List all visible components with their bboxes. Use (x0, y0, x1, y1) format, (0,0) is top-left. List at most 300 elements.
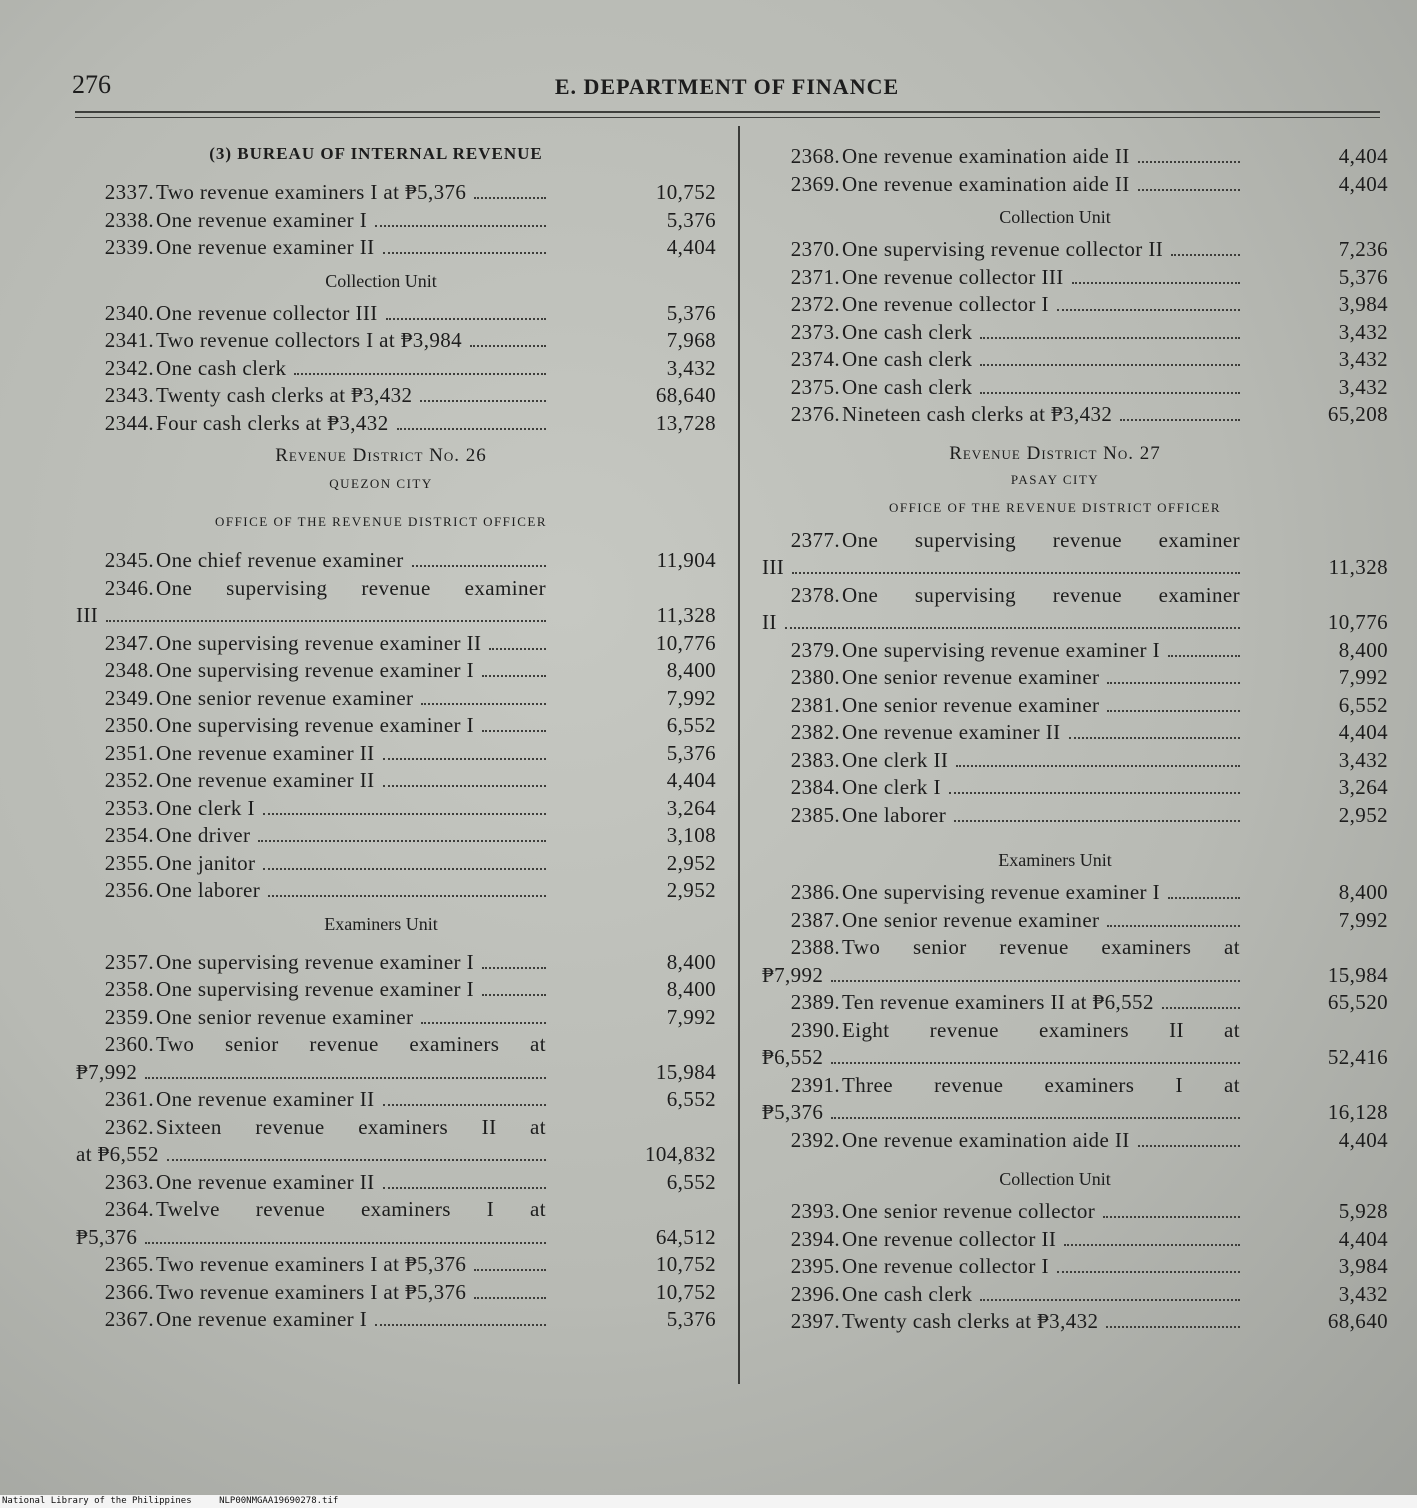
item-number: 2363. (104, 1169, 154, 1194)
budget-item (76, 207, 716, 235)
item-amount: 4,404 (1338, 1127, 1388, 1152)
item-description: One supervising revenue collector II (842, 237, 1164, 261)
dot-leader (420, 400, 546, 402)
item-amount: 3,108 (666, 823, 716, 847)
dot-leader (1069, 737, 1240, 739)
item-description: Three revenue examiners I at (842, 1072, 1240, 1097)
item-number: 2365. (104, 1252, 154, 1276)
budget-item (762, 774, 1388, 802)
item-description: One supervising revenue examiner I (156, 658, 474, 682)
item-amount: 2,952 (1338, 802, 1388, 827)
item-number: 2397. (790, 1309, 840, 1333)
district-city: PASAY CITY (1010, 471, 1100, 487)
dot-leader (949, 792, 1240, 794)
item-amount: 104,832 (644, 1142, 716, 1166)
budget-item (76, 179, 716, 207)
item-description-continued: ₱5,376 (76, 1224, 138, 1249)
dot-leader (1107, 925, 1240, 927)
item-number: 2346. (104, 575, 154, 600)
item-description: One senior revenue examiner (842, 692, 1100, 717)
budget-item (76, 949, 716, 977)
item-number: 2378. (790, 582, 840, 607)
budget-item (762, 934, 1388, 989)
item-description: One senior revenue collector (842, 1199, 1096, 1223)
budget-item (762, 1017, 1388, 1072)
dot-leader (954, 820, 1240, 822)
item-number: 2376. (790, 402, 840, 426)
item-number: 2385. (790, 802, 840, 827)
district-city: QUEZON CITY (329, 476, 433, 491)
item-amount: 3,984 (1338, 1254, 1388, 1278)
item-description-continued: ₱6,552 (762, 1045, 824, 1069)
item-number: 2375. (790, 374, 840, 399)
item-number: 2343. (104, 383, 154, 407)
budget-item (762, 171, 1388, 199)
item-number: 2356. (104, 878, 154, 902)
budget-item (762, 346, 1388, 374)
column-divider (738, 126, 740, 1384)
budget-item (76, 547, 716, 575)
item-amount: 4,404 (1338, 1226, 1388, 1251)
item-amount: 5,376 (666, 300, 716, 325)
dot-leader (1120, 419, 1240, 421)
item-amount: 3,432 (1338, 374, 1388, 399)
item-description: One clerk I (842, 775, 941, 799)
item-amount: 3,432 (1338, 347, 1388, 371)
item-amount: 8,400 (666, 658, 716, 682)
item-description-continued: at ₱6,552 (76, 1142, 159, 1166)
item-number: 2355. (104, 850, 154, 875)
item-description-continued: ₱5,376 (762, 1100, 824, 1124)
budget-item (76, 234, 716, 262)
item-number: 2360. (104, 1032, 154, 1056)
item-amount: 16,128 (1327, 1100, 1388, 1124)
item-number: 2373. (790, 319, 840, 344)
item-number: 2350. (104, 713, 154, 737)
item-amount: 10,752 (655, 1279, 716, 1304)
item-description: Twenty cash clerks at ₱3,432 (842, 1309, 1099, 1333)
item-number: 2389. (790, 990, 840, 1014)
entry-list (762, 1198, 1388, 1336)
item-amount: 8,400 (666, 949, 716, 974)
header-rule (75, 111, 1380, 113)
dot-leader (1072, 282, 1240, 284)
dot-leader (1103, 1216, 1240, 1218)
item-description: One revenue collector I (842, 292, 1049, 316)
item-number: 2358. (104, 977, 154, 1001)
district-heading: Revenue District No. 27 (949, 442, 1161, 464)
budget-item (76, 822, 716, 850)
scan-filename: NLP00NMGAA19690278.tif (219, 1496, 339, 1506)
item-number: 2379. (790, 637, 840, 662)
item-description: One revenue collector II (842, 1226, 1057, 1251)
dot-leader (980, 337, 1240, 339)
dot-leader (383, 1104, 546, 1106)
budget-item (762, 527, 1388, 582)
item-amount: 8,400 (1338, 637, 1388, 662)
district-office: OFFICE OF THE REVENUE DISTRICT OFFICER (888, 499, 1222, 515)
dot-leader (482, 730, 546, 732)
scan-footer (0, 1495, 1417, 1508)
item-amount: 7,992 (666, 685, 716, 710)
dot-leader (375, 1324, 546, 1326)
dot-leader (263, 813, 546, 815)
item-number: 2369. (790, 171, 840, 196)
entry-list (76, 949, 716, 1334)
item-description: One revenue examiner II (156, 1169, 375, 1194)
item-amount: 52,416 (1327, 1045, 1388, 1069)
budget-item (762, 907, 1388, 935)
item-amount: 5,928 (1338, 1199, 1388, 1223)
budget-item (762, 582, 1388, 637)
page-header (72, 70, 1382, 110)
dot-leader (980, 1299, 1240, 1301)
item-description: Two revenue examiners I at ₱5,376 (156, 180, 467, 204)
item-number: 2372. (790, 292, 840, 316)
item-description: One clerk I (156, 795, 255, 820)
item-number: 2371. (790, 264, 840, 289)
dot-leader (785, 627, 1240, 629)
item-amount: 3,432 (1338, 1281, 1388, 1306)
item-number: 2353. (104, 795, 154, 820)
budget-item (76, 976, 716, 1004)
item-description: Two revenue examiners I at ₱5,376 (156, 1252, 467, 1276)
budget-item (762, 989, 1388, 1017)
item-number: 2393. (790, 1199, 840, 1223)
item-number: 2342. (104, 355, 154, 380)
collection-unit-heading: Collection Unit (999, 1169, 1111, 1189)
budget-item (762, 1198, 1388, 1226)
item-description: One cash clerk (842, 347, 973, 371)
item-description: One supervising revenue examiner I (842, 880, 1160, 904)
item-description: Two revenue collectors I at ₱3,984 (156, 328, 463, 352)
budget-item (76, 877, 716, 905)
item-number: 2345. (104, 548, 154, 572)
dot-leader (294, 373, 546, 375)
district-heading: Revenue District No. 26 (275, 445, 487, 466)
item-amount: 2,952 (666, 850, 716, 875)
budget-item (762, 879, 1388, 907)
item-description: Nineteen cash clerks at ₱3,432 (842, 402, 1113, 426)
dot-leader (980, 364, 1240, 366)
budget-item (76, 1086, 716, 1114)
page-number: 276 (72, 70, 111, 99)
item-description: One revenue examiner I (156, 1307, 368, 1331)
budget-item (762, 374, 1388, 402)
item-number: 2392. (790, 1127, 840, 1152)
item-description: Ten revenue examiners II at ₱6,552 (842, 990, 1154, 1014)
item-number: 2362. (104, 1114, 154, 1139)
item-number: 2348. (104, 658, 154, 682)
item-number: 2394. (790, 1226, 840, 1251)
budget-item (76, 740, 716, 768)
item-number: 2337. (104, 180, 154, 204)
entry-list (76, 547, 716, 905)
collection-unit-heading: Collection Unit (999, 207, 1111, 227)
item-description: One senior revenue examiner (156, 685, 414, 710)
item-amount: 15,984 (655, 1059, 716, 1084)
dot-leader (1057, 1271, 1240, 1273)
item-amount: 4,404 (1338, 144, 1388, 168)
item-description: One revenue examiner II (156, 235, 375, 259)
dot-leader (1168, 897, 1240, 899)
budget-item (76, 300, 716, 328)
item-description: One revenue collector I (842, 1254, 1049, 1278)
item-number: 2382. (790, 720, 840, 744)
item-description: One supervising revenue examiner (156, 575, 546, 600)
budget-item (76, 575, 716, 630)
budget-item (76, 1306, 716, 1334)
dot-leader (1106, 1326, 1240, 1328)
budget-item (762, 1226, 1388, 1254)
item-description-continued: III (76, 603, 99, 627)
item-number: 2396. (790, 1281, 840, 1306)
header-rule-thin (75, 117, 1380, 118)
dot-leader (145, 1077, 546, 1079)
entry-list (76, 179, 716, 262)
budget-item (762, 143, 1388, 171)
dot-leader (1171, 254, 1240, 256)
item-amount: 68,640 (1327, 1309, 1388, 1333)
item-amount: 5,376 (666, 1307, 716, 1331)
budget-item (76, 1251, 716, 1279)
budget-item (76, 850, 716, 878)
budget-item (76, 1279, 716, 1307)
budget-item (762, 1308, 1388, 1336)
item-description: One supervising revenue examiner I (156, 977, 474, 1001)
library-credit: National Library of the Philippines (2, 1496, 192, 1506)
item-description: One cash clerk (842, 319, 973, 344)
dot-leader (482, 675, 546, 677)
budget-item (762, 692, 1388, 720)
dot-leader (383, 785, 546, 787)
dot-leader (258, 840, 546, 842)
item-description: One senior revenue examiner (842, 907, 1100, 932)
section-title: (3) BUREAU OF INTERNAL REVENUE (209, 144, 543, 163)
item-amount: 3,984 (1338, 292, 1388, 316)
item-number: 2368. (790, 144, 840, 168)
item-amount: 68,640 (655, 383, 716, 407)
item-number: 2340. (104, 300, 154, 325)
entry-list (762, 879, 1388, 1154)
item-description: Sixteen revenue examiners II at (156, 1114, 546, 1139)
item-description: One revenue examiner II (156, 1087, 375, 1111)
item-amount: 5,376 (666, 740, 716, 765)
budget-item (762, 264, 1388, 292)
item-description: One cash clerk (842, 374, 973, 399)
dot-leader (956, 765, 1240, 767)
item-amount: 10,776 (655, 630, 716, 655)
dot-leader (383, 758, 546, 760)
item-description: One cash clerk (156, 355, 287, 380)
item-description: One supervising revenue examiner I (156, 713, 474, 737)
item-number: 2354. (104, 823, 154, 847)
item-number: 2338. (104, 207, 154, 232)
dot-leader (489, 648, 546, 650)
left-column (76, 143, 716, 1334)
item-description-continued: III (762, 555, 785, 579)
budget-item (76, 1169, 716, 1197)
dot-leader (167, 1159, 546, 1161)
dot-leader (1138, 161, 1240, 163)
item-amount: 3,264 (666, 795, 716, 820)
item-amount: 7,992 (1338, 665, 1388, 689)
dot-leader (470, 345, 546, 347)
item-amount: 13,728 (655, 410, 716, 435)
district-office: OFFICE OF THE REVENUE DISTRICT OFFICER (214, 514, 548, 529)
budget-item (762, 747, 1388, 775)
item-amount: 10,752 (655, 180, 716, 204)
dot-leader (1057, 309, 1240, 311)
budget-item (76, 355, 716, 383)
item-amount: 11,328 (1328, 555, 1388, 579)
item-number: 2361. (104, 1087, 154, 1111)
item-description: Two revenue examiners I at ₱5,376 (156, 1279, 467, 1304)
entry-list (762, 236, 1388, 429)
item-number: 2359. (104, 1004, 154, 1029)
item-amount: 10,752 (655, 1252, 716, 1276)
item-amount: 5,376 (1338, 264, 1388, 289)
item-description: One supervising revenue examiner (842, 582, 1240, 607)
item-description: One revenue examiner II (156, 768, 375, 792)
item-description: One supervising revenue examiner I (156, 949, 474, 974)
budget-item (762, 719, 1388, 747)
item-amount: 11,904 (656, 548, 716, 572)
dot-leader (831, 1117, 1240, 1119)
item-amount: 4,404 (1338, 171, 1388, 196)
dot-leader (106, 620, 546, 622)
item-number: 2341. (104, 328, 154, 352)
item-description: One revenue examiner II (842, 720, 1061, 744)
item-description-continued: ₱7,992 (76, 1059, 138, 1084)
item-description: One chief revenue examiner (156, 548, 404, 572)
entry-list (762, 143, 1388, 198)
item-amount: 6,552 (666, 1169, 716, 1194)
dot-leader (1138, 189, 1240, 191)
item-number: 2351. (104, 740, 154, 765)
item-amount: 5,376 (666, 207, 716, 232)
item-description: One janitor (156, 850, 256, 875)
dot-leader (268, 895, 546, 897)
item-number: 2391. (790, 1072, 840, 1097)
dot-leader (1107, 710, 1240, 712)
dot-leader (474, 1269, 546, 1271)
item-number: 2339. (104, 235, 154, 259)
item-number: 2377. (790, 527, 840, 552)
item-description: One senior revenue examiner (156, 1004, 414, 1029)
item-amount: 65,520 (1327, 990, 1388, 1014)
item-description: Twenty cash clerks at ₱3,432 (156, 383, 413, 407)
examiners-unit-heading: Examiners Unit (998, 850, 1112, 870)
budget-item (76, 382, 716, 410)
item-description-continued: ₱7,992 (762, 962, 824, 987)
dot-leader (474, 1297, 546, 1299)
item-number: 2349. (104, 685, 154, 710)
item-description: One revenue examination aide II (842, 171, 1130, 196)
item-number: 2352. (104, 768, 154, 792)
dot-leader (1107, 682, 1240, 684)
item-number: 2374. (790, 347, 840, 371)
item-number: 2384. (790, 775, 840, 799)
item-number: 2364. (104, 1197, 154, 1221)
dot-leader (421, 1022, 546, 1024)
item-amount: 6,552 (666, 1087, 716, 1111)
budget-item (762, 291, 1388, 319)
running-title: E. DEPARTMENT OF FINANCE (554, 74, 900, 99)
budget-item (76, 1114, 716, 1169)
item-amount: 10,776 (1327, 610, 1388, 634)
dot-leader (375, 225, 546, 227)
item-amount: 7,992 (1338, 907, 1388, 932)
item-number: 2386. (790, 880, 840, 904)
item-amount: 6,552 (1338, 692, 1388, 717)
budget-item (762, 1127, 1388, 1155)
item-amount: 7,968 (666, 328, 716, 352)
item-description: One driver (156, 823, 251, 847)
item-description: One revenue collector III (842, 264, 1064, 289)
item-description: One senior revenue examiner (842, 665, 1100, 689)
dot-leader (1162, 1007, 1240, 1009)
dot-leader (386, 318, 546, 320)
dot-leader (1168, 655, 1240, 657)
budget-item (76, 657, 716, 685)
item-amount: 2,952 (666, 878, 716, 902)
budget-item (762, 1072, 1388, 1127)
item-amount: 15,984 (1327, 962, 1388, 987)
budget-item (76, 1031, 716, 1086)
budget-item (762, 664, 1388, 692)
dot-leader (383, 1187, 546, 1189)
item-description: One cash clerk (842, 1281, 973, 1306)
budget-item (76, 795, 716, 823)
item-number: 2380. (790, 665, 840, 689)
dot-leader (980, 392, 1240, 394)
budget-item (762, 319, 1388, 347)
examiners-unit-heading: Examiners Unit (324, 913, 438, 934)
budget-item (762, 1281, 1388, 1309)
budget-item (762, 637, 1388, 665)
item-description-continued: II (762, 610, 777, 634)
budget-item (76, 712, 716, 740)
dot-leader (383, 252, 546, 254)
dot-leader (145, 1242, 546, 1244)
dot-leader (263, 868, 546, 870)
item-description: Two senior revenue examiners at (156, 1032, 546, 1056)
item-description: One laborer (842, 802, 947, 827)
item-description: One supervising revenue examiner II (156, 630, 482, 655)
dot-leader (831, 1062, 1240, 1064)
item-description: Twelve revenue examiners I at (156, 1197, 546, 1221)
dot-leader (1064, 1244, 1240, 1246)
budget-item (76, 1196, 716, 1251)
item-description: Four cash clerks at ₱3,432 (156, 410, 389, 435)
item-amount: 8,400 (666, 977, 716, 1001)
item-description: One supervising revenue examiner (842, 527, 1240, 552)
dot-leader (1138, 1145, 1240, 1147)
budget-item (762, 1253, 1388, 1281)
budget-item (76, 685, 716, 713)
item-amount: 4,404 (1338, 720, 1388, 744)
budget-item (76, 1004, 716, 1032)
item-amount: 7,992 (666, 1004, 716, 1029)
item-number: 2366. (104, 1279, 154, 1304)
item-amount: 3,432 (1338, 319, 1388, 344)
item-number: 2344. (104, 410, 154, 435)
dot-leader (412, 565, 546, 567)
budget-item (762, 401, 1388, 429)
item-amount: 3,264 (1338, 775, 1388, 799)
item-amount: 11,328 (656, 603, 716, 627)
